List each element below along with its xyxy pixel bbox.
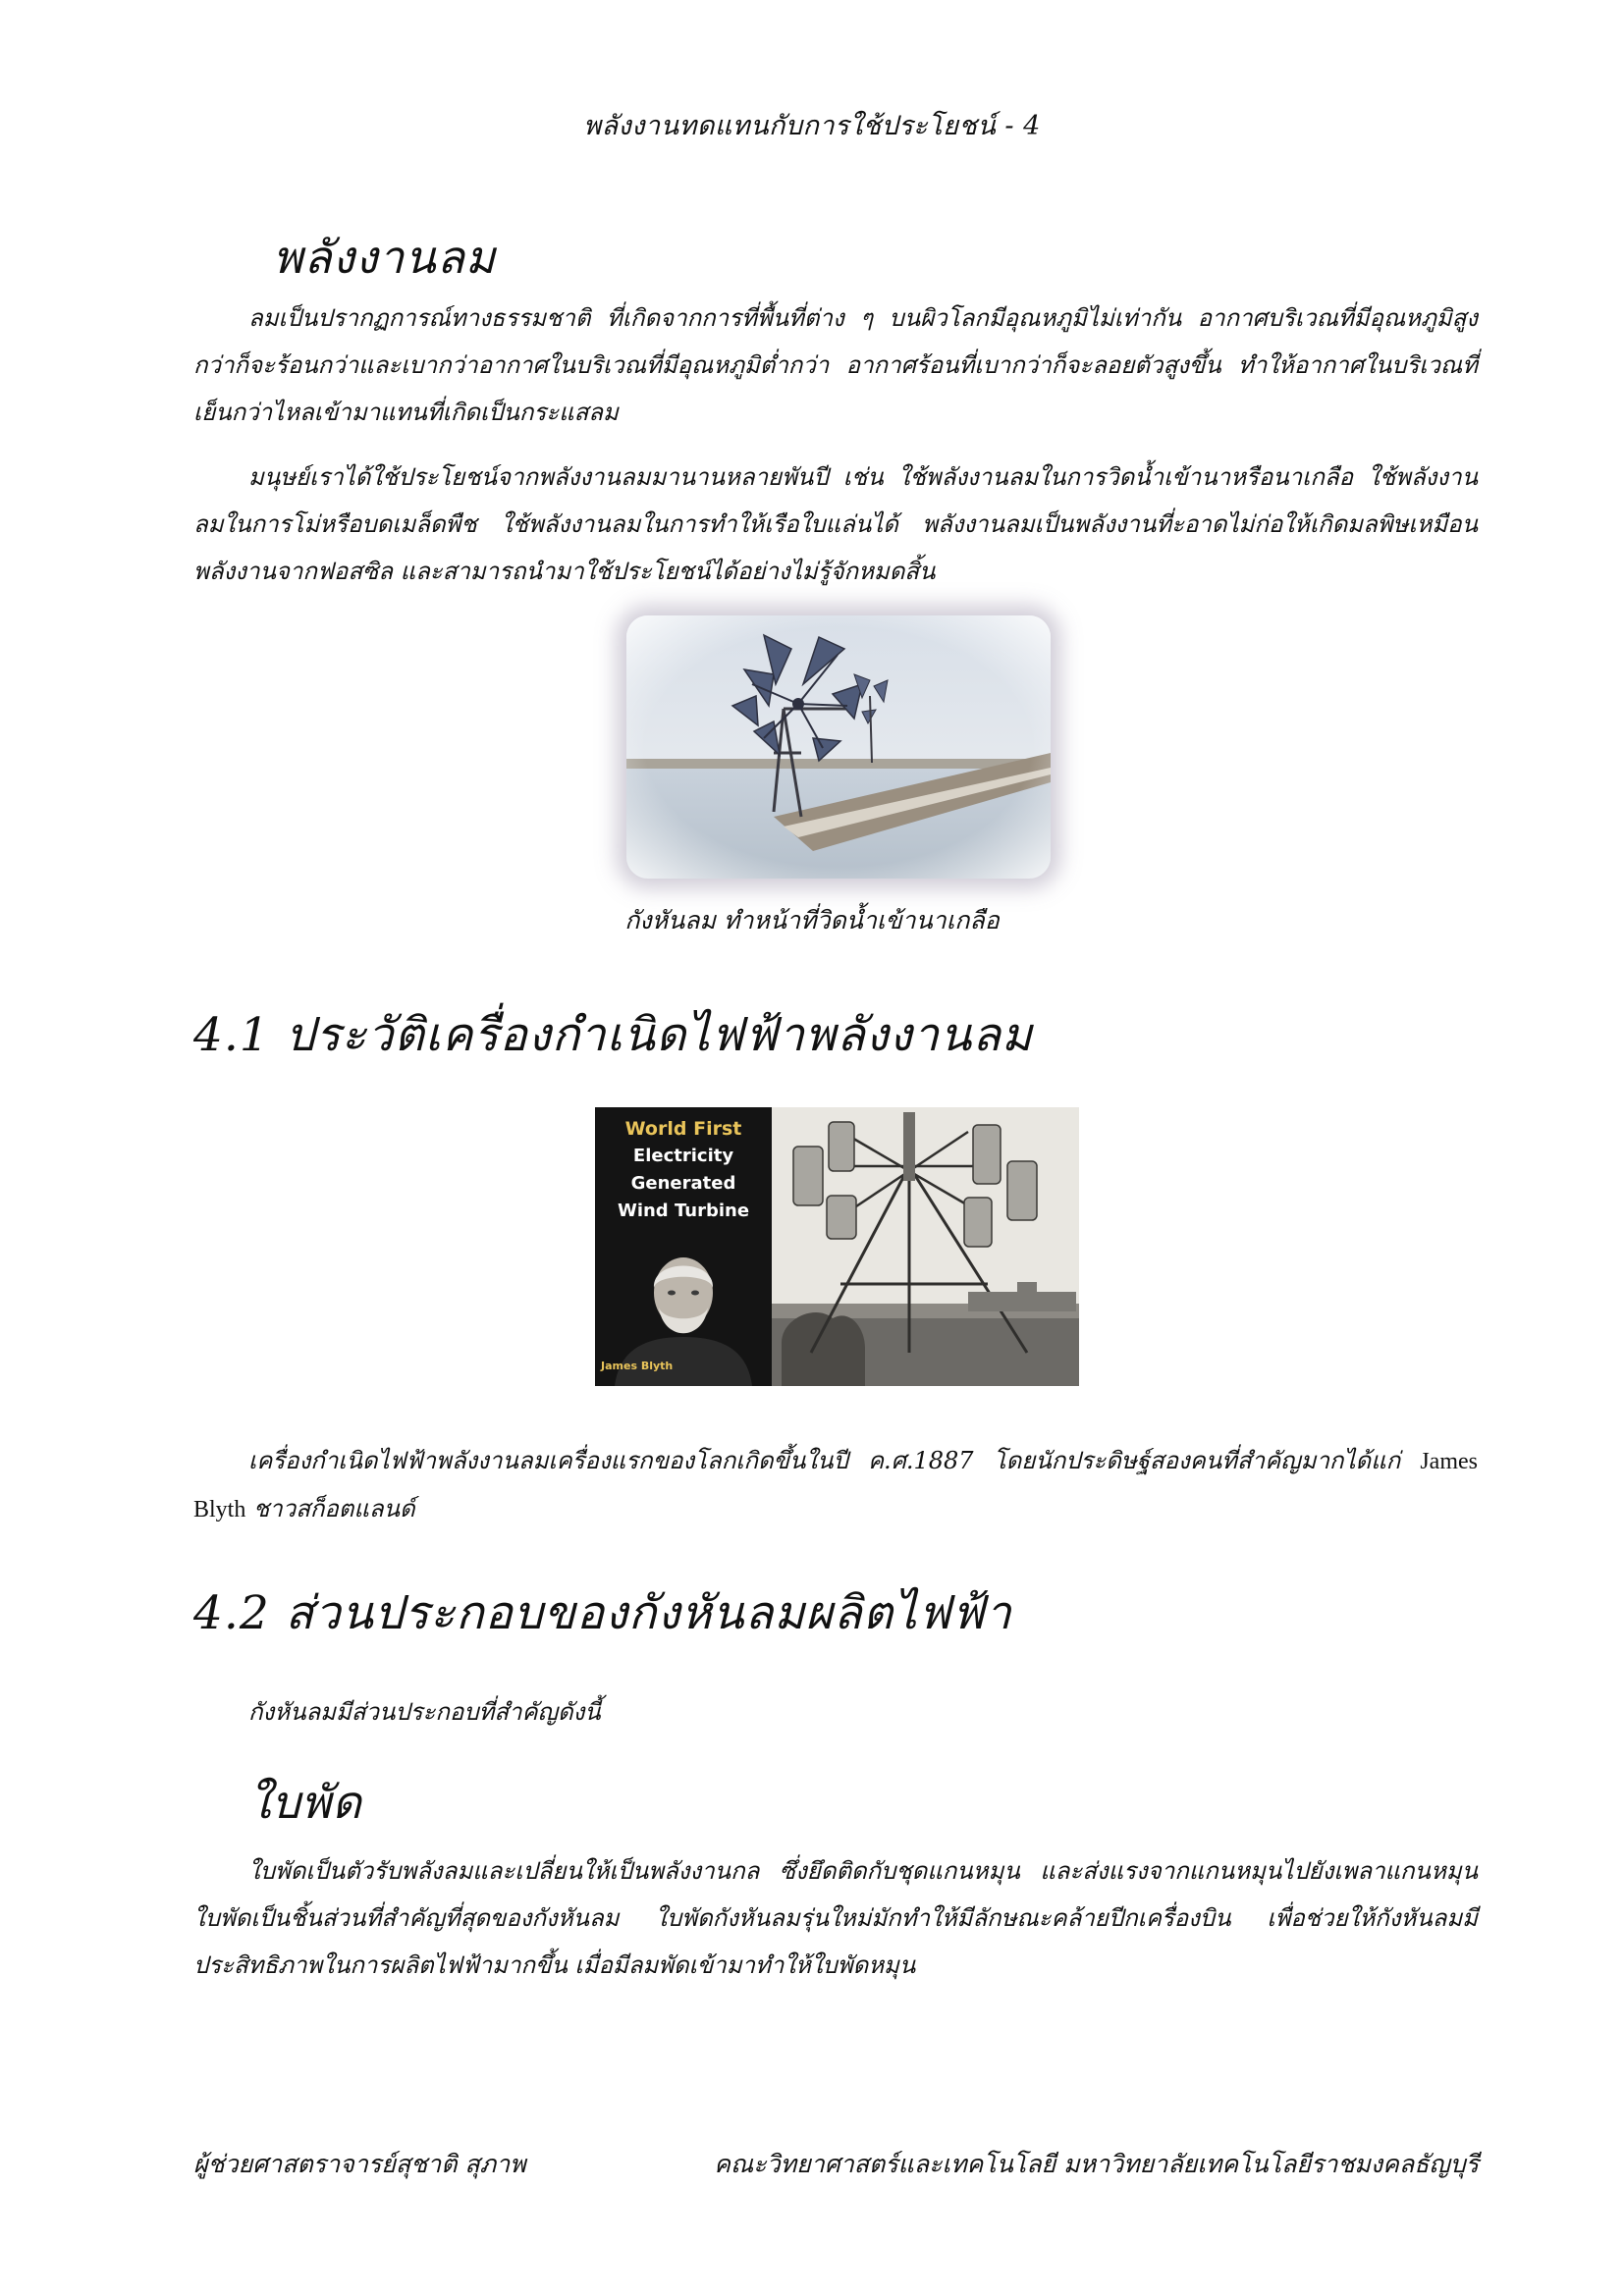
- image-title: [595, 1115, 772, 1225]
- blyth-paragraph-name: James Blyth: [193, 1449, 1478, 1522]
- components-intro: กังหันลมมีส่วนประกอบที่สำคัญดังนี้: [248, 1698, 601, 1726]
- section-heading-4-1: 4.1 ประวัติเครื่องกำเนิดไฟฟ้าพลังงานลม: [193, 1008, 1033, 1062]
- blyth-wind-turbine-photo: [595, 1107, 1079, 1386]
- footer-institution: คณะวิทยาศาสตร์และเทคโนโลยี มหาวิทยาลัยเทคโนโลยีราชมงคลธัญบุรี: [714, 2150, 1479, 2178]
- wind-paragraph-2: [193, 454, 1478, 595]
- blades-paragraph: [193, 1847, 1478, 1989]
- image-title-line-2: Electricity: [632, 1146, 734, 1166]
- section-heading-4-2: 4.2 ส่วนประกอบของกังหันลมผลิตไฟฟ้า: [193, 1586, 1012, 1640]
- image-person-label: James Blyth: [601, 1360, 674, 1372]
- wind-paragraph-2-text: มนุษย์เราได้ใช้ประโยชน์จากพลังงานลมมานานหลายพันปี เช่น ใช้พลังงานลมในการวิดน้ำเข้านาหรือนาเกลือ ใช้พลังงานลมในการโม่หรือบดเมล็ดพืช ใช้พลังงานลมในการทำให้เรือใบแล่นได้ พลังงานลมเป็นพลังงานที่ะอาดไม่ก่อให้เกิดมลพิษเหมือนพลังงานจากฟอสซิล และสามารถนำมาใช้ประโยชน์ได้อย่างไม่รู้จักหมดสิ้น: [193, 463, 1478, 585]
- subheading-blades: ใบพัด: [248, 1776, 362, 1829]
- blyth-paragraph-nationality: ชาวสก็อตแลนด์: [245, 1495, 415, 1522]
- blyth-portrait-panel: [595, 1107, 772, 1386]
- historic-turbine-panel: [772, 1107, 1079, 1386]
- blyth-paragraph: [193, 1437, 1478, 1533]
- historic-turbine-illustration: [772, 1107, 1079, 1386]
- running-header: พลังงานทดแทนกับการใช้ประโยชน์ - 4: [583, 111, 1041, 141]
- figure-caption-windmill: กังหันลม ทำหน้าที่วิดน้ำเข้านาเกลือ: [624, 906, 1000, 934]
- windmill-illustration: [626, 615, 1051, 879]
- wind-paragraph-1-text: ลมเป็นปรากฏการณ์ทางธรรมชาติ ที่เกิดจากการที่พื้นที่ต่าง ๆ บนผิวโลกมีอุณหภูมิไม่เท่ากัน อากาศบริเวณที่มีอุณหภูมิสูงกว่าก็จะร้อนกว่าและเบากว่าอากาศในบริเวณที่มีอุณหภูมิต่ำกว่า อากาศร้อนที่เบากว่าก็จะลอยตัวสูงขึ้น ทำให้อากาศในบริเวณที่เย็นกว่าไหลเข้ามาแทนที่เกิดเป็นกระแสลม: [193, 304, 1478, 426]
- blyth-paragraph-text: เครื่องกำเนิดไฟฟ้าพลังงานลมเครื่องแรกของโลกเกิดขึ้นในปี ค.ศ.1887 โดยนักประดิษฐ์สองคนที่สำคัญมากได้แก่: [248, 1447, 1421, 1474]
- image-title-line-3: Generated: [630, 1173, 736, 1194]
- image-title-line-1: World First: [624, 1118, 742, 1140]
- section-heading-wind-energy: พลังงานลม: [273, 231, 497, 284]
- footer-author: ผู้ช่วยศาสตราจารย์สุชาติ สุภาพ: [193, 2150, 526, 2178]
- salt-field-windmill-photo: [626, 615, 1051, 879]
- wind-paragraph-1: [193, 294, 1478, 436]
- image-title-line-4: Wind Turbine: [617, 1201, 750, 1221]
- blades-paragraph-text: ใบพัดเป็นตัวรับพลังลมและเปลี่ยนให้เป็นพลังงานกล ซึ่งยึดติดกับชุดแกนหมุน และส่งแรงจากแกนหมุนไปยังเพลาแกนหมุน ใบพัดเป็นชิ้นส่วนที่สำคัญที่สุดของกังหันลม ใบพัดกังหันลมรุ่นใหม่มักทำให้มีลักษณะคล้ายปีกเครื่องบิน เพื่อช่วยให้กังหันลมมีประสิทธิภาพในการผลิตไฟฟ้ามากขึ้น เมื่อมีลมพัดเข้ามาทำให้ใบพัดหมุน: [193, 1857, 1478, 1979]
